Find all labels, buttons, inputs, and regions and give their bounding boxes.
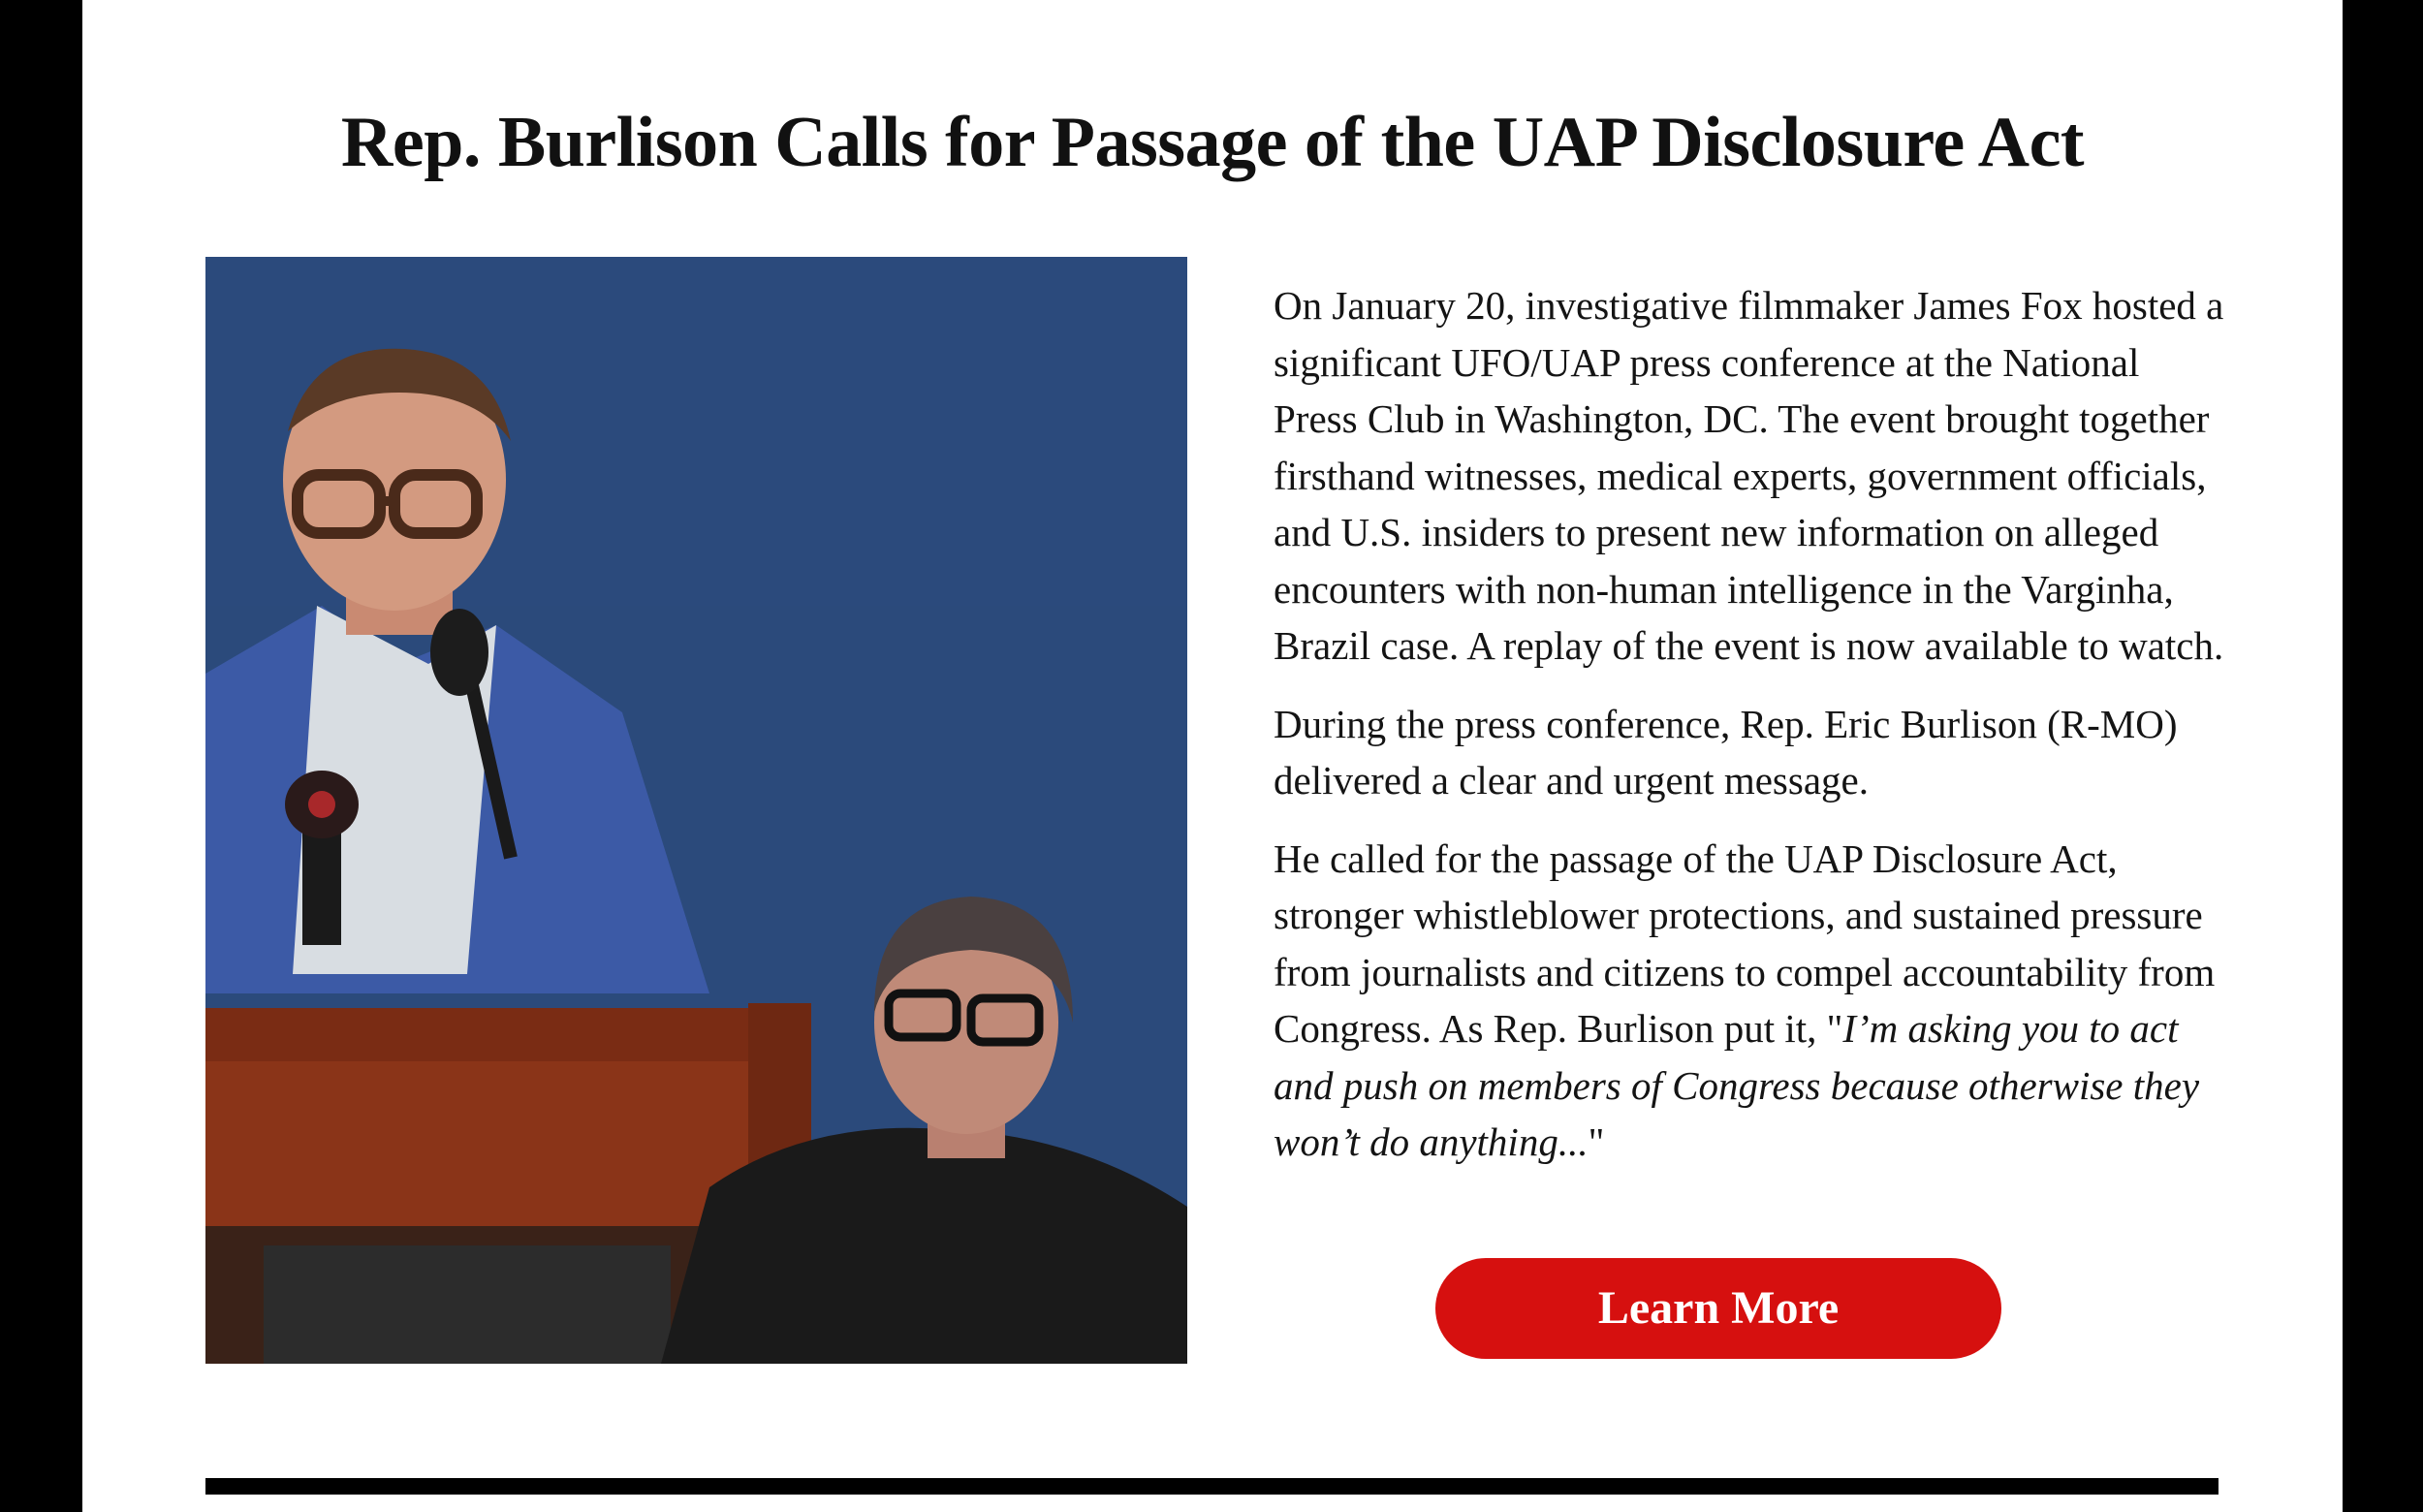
article-paragraph-burlison: During the press conference, Rep. Eric Burlison (R-MO) delivered a clear and urgent message. — [1274, 701, 2178, 803]
press-conference-photo — [205, 257, 1187, 1364]
newsletter-content-card — [82, 0, 2343, 1512]
article-title: Rep. Burlison Calls for Passage of the UAP Disclosure Act — [340, 103, 2085, 182]
article-paragraph-quote — [1274, 831, 2233, 1171]
quote-close-mark: " — [1588, 1119, 1605, 1164]
section-divider — [205, 1478, 2218, 1495]
learn-more-button[interactable]: Learn More — [1435, 1258, 2001, 1359]
article-body — [1274, 277, 2233, 1192]
burlison-quote: I’m asking you to act and push on members of Congress because otherwise they won’t do anything... — [1274, 1006, 2200, 1164]
article-paragraph-intro: On January 20, investigative filmmaker James Fox hosted a significant UFO/UAP press conference at the National Press Club in Washington, DC. The event brought together firsthand witnesses, medical experts, government officials, and U.S. insiders to present new information on alleged encounters with non-human intelligence in the Varginha, Brazil case. A replay of the event is now available to watch. — [1274, 283, 2224, 668]
press-conference-illustration — [205, 257, 1187, 1364]
quote-lead-text: He called for the passage of the UAP Disclosure Act, stronger whistleblower protections, and sustained pressure from journalists and citizens to compel accountability from Congress. As Rep. Burlison put it, " — [1274, 835, 2216, 1051]
